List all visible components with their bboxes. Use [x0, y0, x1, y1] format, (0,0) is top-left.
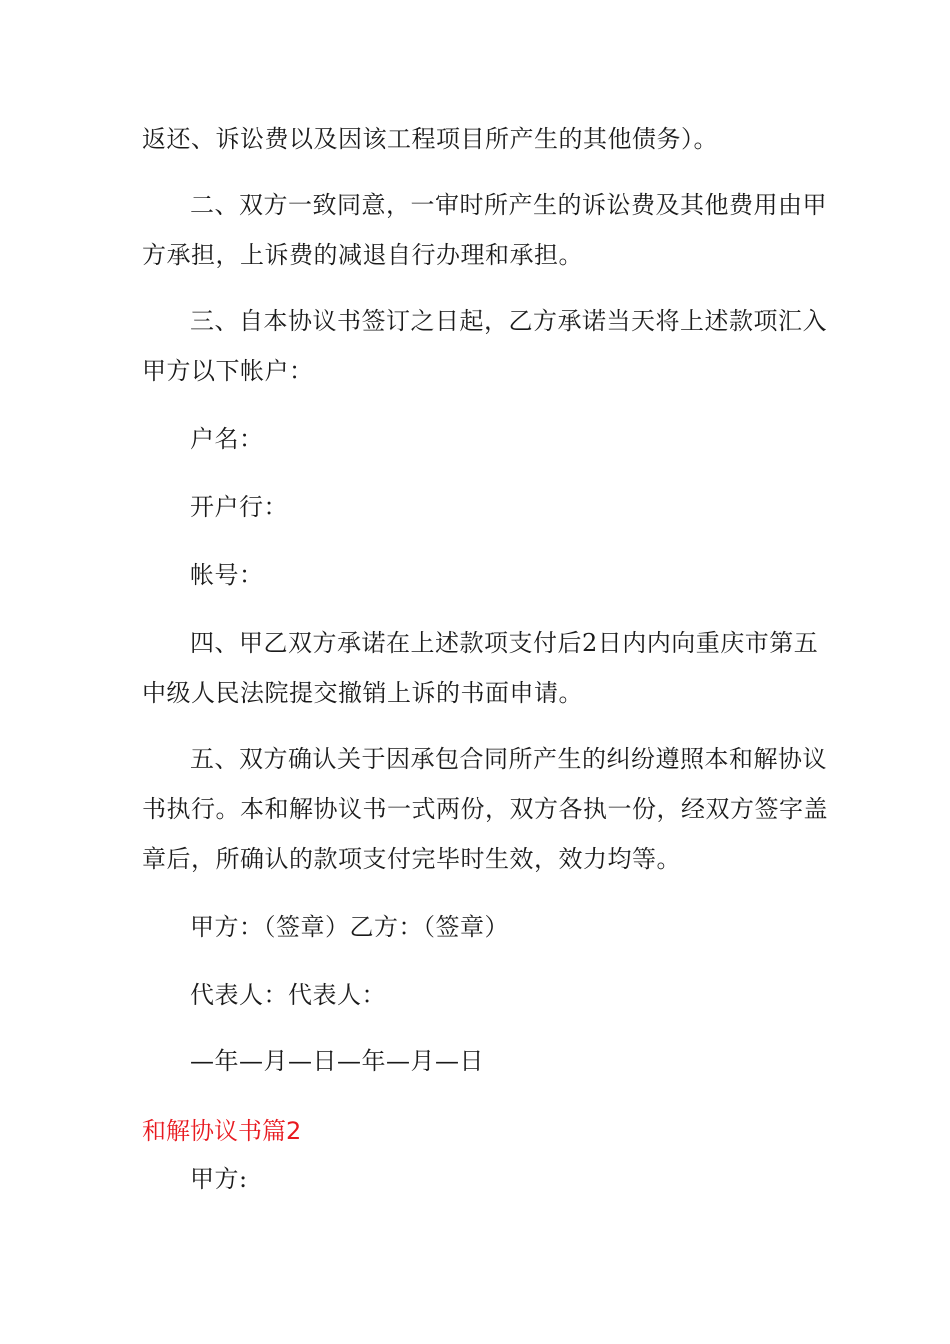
date-line: —年—月—日—年—月—日: [190, 1047, 484, 1075]
bank-label: 开户行：: [190, 493, 288, 521]
party-a-label: 甲方:: [190, 1165, 248, 1193]
representative-line: 代表人：代表人：: [190, 981, 386, 1009]
account-name-label: 户名：: [190, 425, 264, 453]
clause-5-line-2: 书执行。本和解协议书一式两份，双方各执一份，经双方签字盖: [142, 795, 828, 823]
clause-5-line-1: 五、双方确认关于因承包合同所产生的纠纷遵照本和解协议: [190, 745, 827, 773]
clause-3-line-2: 甲方以下帐户：: [142, 357, 314, 385]
paragraph-1-continuation: 返还、诉讼费以及因该工程项目所产生的其他债务）。: [142, 125, 718, 153]
clause-4-line-1: 四、甲乙双方承诺在上述款项支付后2日内内向重庆市第五: [190, 629, 819, 657]
clause-2-line-2: 方承担，上诉费的减退自行办理和承担。: [142, 241, 583, 269]
clause-5-line-3: 章后，所确认的款项支付完毕时生效，效力均等。: [142, 845, 681, 873]
account-number-label: 帐号：: [190, 561, 264, 589]
section-heading: 和解协议书篇2: [142, 1117, 302, 1145]
clause-4-line-2: 中级人民法院提交撤销上诉的书面申请。: [142, 679, 583, 707]
clause-3-line-1: 三、自本协议书签订之日起，乙方承诺当天将上述款项汇入: [190, 307, 827, 335]
clause-2-line-1: 二、双方一致同意，一审时所产生的诉讼费及其他费用由甲: [190, 191, 827, 219]
signature-line: 甲方：（签章）乙方：（签章）: [190, 913, 509, 941]
